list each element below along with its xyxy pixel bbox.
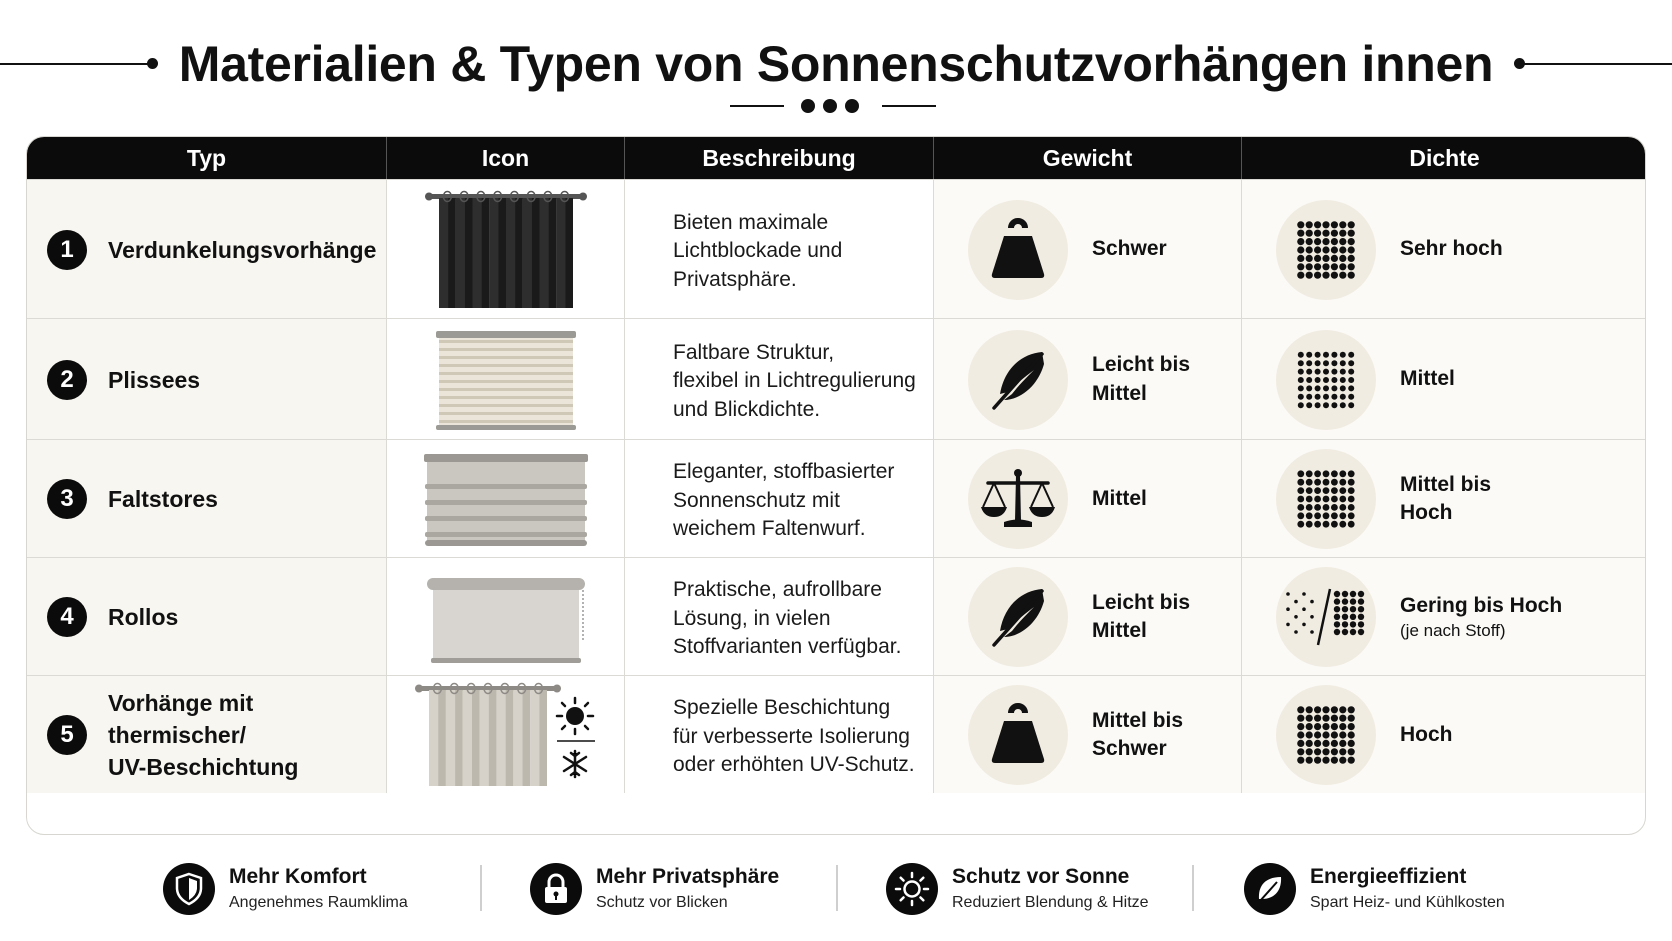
description-line: Privatsphäre. xyxy=(673,267,797,291)
description-text xyxy=(673,339,916,425)
description-line: Lösung, in vielen xyxy=(673,606,831,630)
thermal-curtain-icon xyxy=(387,676,625,799)
density-cell xyxy=(1242,180,1646,318)
illustration-cell xyxy=(387,319,625,439)
lock-icon xyxy=(530,863,582,915)
column-header-typ: Typ xyxy=(27,137,387,179)
density-value-line: Sehr hoch xyxy=(1400,237,1503,261)
description-line: Spezielle Beschichtung xyxy=(673,696,891,720)
density-value-line: Gering bis Hoch xyxy=(1400,593,1563,617)
footer-divider xyxy=(836,865,838,911)
description-line: Eleganter, stoffbasierter xyxy=(673,460,895,484)
weight-value xyxy=(1092,707,1183,764)
blackout-curtain-icon xyxy=(387,180,625,323)
density-value-line: Hoch xyxy=(1400,501,1453,524)
density-cell xyxy=(1242,319,1646,439)
row-number-badge: 1 xyxy=(47,230,87,270)
benefit-item xyxy=(886,855,1186,925)
medium-dots-icon xyxy=(1276,330,1376,430)
type-name-line: thermischer/ xyxy=(108,722,247,748)
table-row xyxy=(27,439,1645,557)
curtain-types-table xyxy=(26,136,1646,835)
type-cell xyxy=(27,676,387,793)
weight-cell xyxy=(934,180,1242,318)
column-header-dichte: Dichte xyxy=(1409,145,1480,171)
benefit-title: Schutz vor Sonne xyxy=(952,865,1130,888)
dense-dots-icon xyxy=(1276,685,1376,785)
type-cell xyxy=(27,180,387,318)
dots-icon xyxy=(1276,449,1376,549)
description-text xyxy=(673,694,915,780)
weight-value-line: Schwer xyxy=(1092,737,1167,760)
weight-cell xyxy=(934,558,1242,675)
type-name-line: Plissees xyxy=(108,366,201,393)
illustration-cell xyxy=(387,440,625,557)
weight-value-line: Mittel xyxy=(1092,486,1147,510)
weight-value-line: Leicht bis xyxy=(1092,590,1191,614)
footer-divider xyxy=(480,865,482,911)
benefit-title: Mehr Privatsphäre xyxy=(596,865,780,888)
benefit-subtitle: Spart Heiz- und Kühlkosten xyxy=(1310,894,1505,911)
weight-cell xyxy=(934,676,1242,793)
description-cell xyxy=(625,180,934,318)
description-line: oder erhöhten UV-Schutz. xyxy=(673,753,915,777)
weight-value xyxy=(1092,351,1190,408)
density-cell xyxy=(1242,676,1646,793)
description-line: Stoffvarianten verfügbar. xyxy=(673,635,902,659)
illustration-cell xyxy=(387,180,625,318)
type-name-line: Vorhänge mit xyxy=(108,690,254,716)
benefit-item xyxy=(163,855,463,925)
feather-icon xyxy=(968,567,1068,667)
density-cell xyxy=(1242,440,1646,557)
density-value-line: Mittel xyxy=(1400,367,1455,391)
type-name-line: Rollos xyxy=(108,604,179,630)
leaf-icon xyxy=(1244,863,1296,915)
sun-icon xyxy=(886,863,938,915)
shield-icon xyxy=(163,863,215,915)
benefit-subtitle: Schutz vor Blicken xyxy=(596,894,728,911)
title-rule-right xyxy=(1522,63,1672,65)
type-name xyxy=(108,483,218,515)
column-header-icon: Icon xyxy=(387,137,625,179)
table-header xyxy=(27,137,1645,179)
benefit-item xyxy=(530,855,830,925)
type-name xyxy=(108,364,200,396)
description-cell xyxy=(625,558,934,675)
page-title: Materialien & Typen von Sonnenschutzvorhängen innen xyxy=(178,36,1494,92)
weight-icon xyxy=(968,685,1068,785)
density-value xyxy=(1400,365,1455,394)
weight-value xyxy=(1092,589,1190,646)
type-name-line: Faltstores xyxy=(108,486,218,512)
weight-icon xyxy=(968,200,1068,300)
roman-shade-icon xyxy=(387,440,625,563)
benefit-item xyxy=(1244,855,1544,925)
variable-dots-icon xyxy=(1276,567,1376,667)
weight-cell xyxy=(934,319,1242,439)
table-row xyxy=(27,318,1645,439)
description-line: weichem Faltenwurf. xyxy=(673,517,866,541)
type-name xyxy=(108,687,298,783)
description-cell xyxy=(625,440,934,557)
density-cell xyxy=(1242,558,1646,675)
density-value-line: Hoch xyxy=(1400,722,1453,746)
benefits-footer xyxy=(0,855,1672,925)
footer-divider xyxy=(1192,865,1194,911)
weight-value xyxy=(1092,235,1167,264)
page-header xyxy=(0,30,1672,100)
table-row xyxy=(27,179,1645,318)
type-name xyxy=(108,234,376,266)
weight-value-line: Leicht bis xyxy=(1092,353,1191,376)
title-ornament xyxy=(730,96,942,116)
description-line: Faltbare Struktur, xyxy=(673,340,835,364)
roller-blind-icon xyxy=(387,558,625,681)
scale-icon xyxy=(968,449,1068,549)
type-cell xyxy=(27,319,387,439)
description-line: für verbesserte Isolierung xyxy=(673,724,910,748)
type-name xyxy=(108,601,178,633)
row-number-badge: 5 xyxy=(47,715,87,755)
weight-value-line: Schwer xyxy=(1092,237,1167,261)
column-header-beschreibung: Beschreibung xyxy=(625,137,934,179)
description-line: und Blickdichte. xyxy=(673,397,821,421)
benefit-title: Energieeffizient xyxy=(1310,865,1467,888)
benefit-subtitle: Angenehmes Raumklima xyxy=(229,894,408,911)
density-value xyxy=(1400,471,1491,528)
column-header-gewicht: Gewicht xyxy=(934,137,1242,179)
description-text xyxy=(673,209,842,295)
description-line: Praktische, aufrollbare xyxy=(673,578,882,602)
table-row xyxy=(27,675,1645,793)
feather-icon xyxy=(968,330,1068,430)
description-line: Bieten maximale xyxy=(673,210,829,234)
density-value xyxy=(1400,592,1562,643)
type-name-line: UV-Beschichtung xyxy=(108,754,299,780)
density-note: (je nach Stoff) xyxy=(1400,621,1506,641)
weight-value xyxy=(1092,485,1147,514)
type-cell xyxy=(27,440,387,557)
description-line: flexibel in Lichtregulierung xyxy=(673,369,916,393)
illustration-cell xyxy=(387,558,625,675)
weight-value-line: Mittel xyxy=(1092,381,1147,405)
illustration-cell xyxy=(387,676,625,793)
description-line: Sonnenschutz mit xyxy=(673,488,840,512)
description-cell xyxy=(625,319,934,439)
pleated-blind-icon xyxy=(387,319,625,445)
benefit-subtitle: Reduziert Blendung & Hitze xyxy=(952,894,1149,911)
description-cell xyxy=(625,676,934,793)
row-number-badge: 4 xyxy=(47,597,87,637)
weight-cell xyxy=(934,440,1242,557)
description-text xyxy=(673,458,894,544)
density-value xyxy=(1400,235,1503,264)
row-number-badge: 2 xyxy=(47,360,87,400)
type-name-line: Verdunkelungsvorhänge xyxy=(108,236,377,263)
weight-value-line: Mittel xyxy=(1092,619,1147,642)
weight-value-line: Mittel bis xyxy=(1092,708,1184,732)
table-row xyxy=(27,557,1645,675)
benefit-title: Mehr Komfort xyxy=(229,865,367,888)
type-cell xyxy=(27,558,387,675)
row-number-badge: 3 xyxy=(47,479,87,519)
dense-dots-icon xyxy=(1276,200,1376,300)
density-value-line: Mittel bis xyxy=(1400,472,1492,496)
description-text xyxy=(673,576,901,662)
description-line: Lichtblockade und xyxy=(673,239,843,263)
density-value xyxy=(1400,721,1453,750)
